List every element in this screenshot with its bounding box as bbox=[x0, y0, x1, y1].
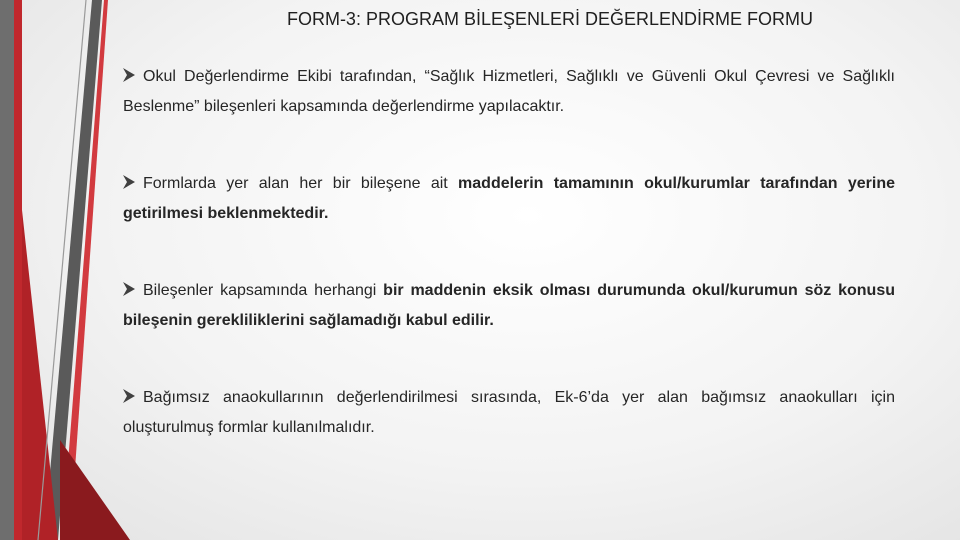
bullet-text-bold: maddelerin tamamının okul/kurumlar tarafından yerine getirilmesi beklenmektedir. bbox=[123, 175, 895, 222]
bullet-item bbox=[123, 383, 895, 443]
arrowhead-bullet-icon bbox=[123, 68, 135, 82]
arrowhead-bullet-icon bbox=[123, 175, 135, 189]
arrowhead-bullet-icon bbox=[123, 282, 135, 296]
bullet-text: Bileşenler kapsamında herhangi bbox=[143, 282, 384, 299]
bullet-item bbox=[123, 276, 895, 336]
left-decorative-stripes bbox=[0, 0, 140, 540]
slide-title: FORM-3: PROGRAM BİLEŞENLERİ DEĞERLENDİRME FORMU bbox=[286, 9, 814, 29]
dark-wedge-bottom bbox=[60, 440, 130, 540]
arrowhead-bullet-icon bbox=[123, 389, 135, 403]
bullet-text: Formlarda yer alan her bir bileşene ait bbox=[143, 175, 459, 192]
bullet-item bbox=[123, 62, 895, 122]
bullet-text: Okul Değerlendirme Ekibi tarafından, “Sağlık Hizmetleri, Sağlıklı ve Güvenli Okul Çevresi ve Sağlıklı Beslenme” bileşenleri kapsamında değerlendirme yapılacaktır. bbox=[123, 68, 895, 115]
gray-stripe-outer bbox=[0, 0, 14, 540]
red-stripe-wide bbox=[14, 0, 22, 540]
bullet-item bbox=[123, 169, 895, 229]
bullet-text: Bağımsız anaokullarının değerlendirilmesi sırasında, Ek-6’da yer alan bağımsız anaokulları için oluşturulmuş formlar kullanılmalıdır. bbox=[123, 389, 895, 436]
bullet-text-bold: bir maddenin eksik olması durumunda okul/kurumun söz konusu bileşenin gerekliliklerini sağlamadığı kabul edilir. bbox=[123, 282, 896, 329]
